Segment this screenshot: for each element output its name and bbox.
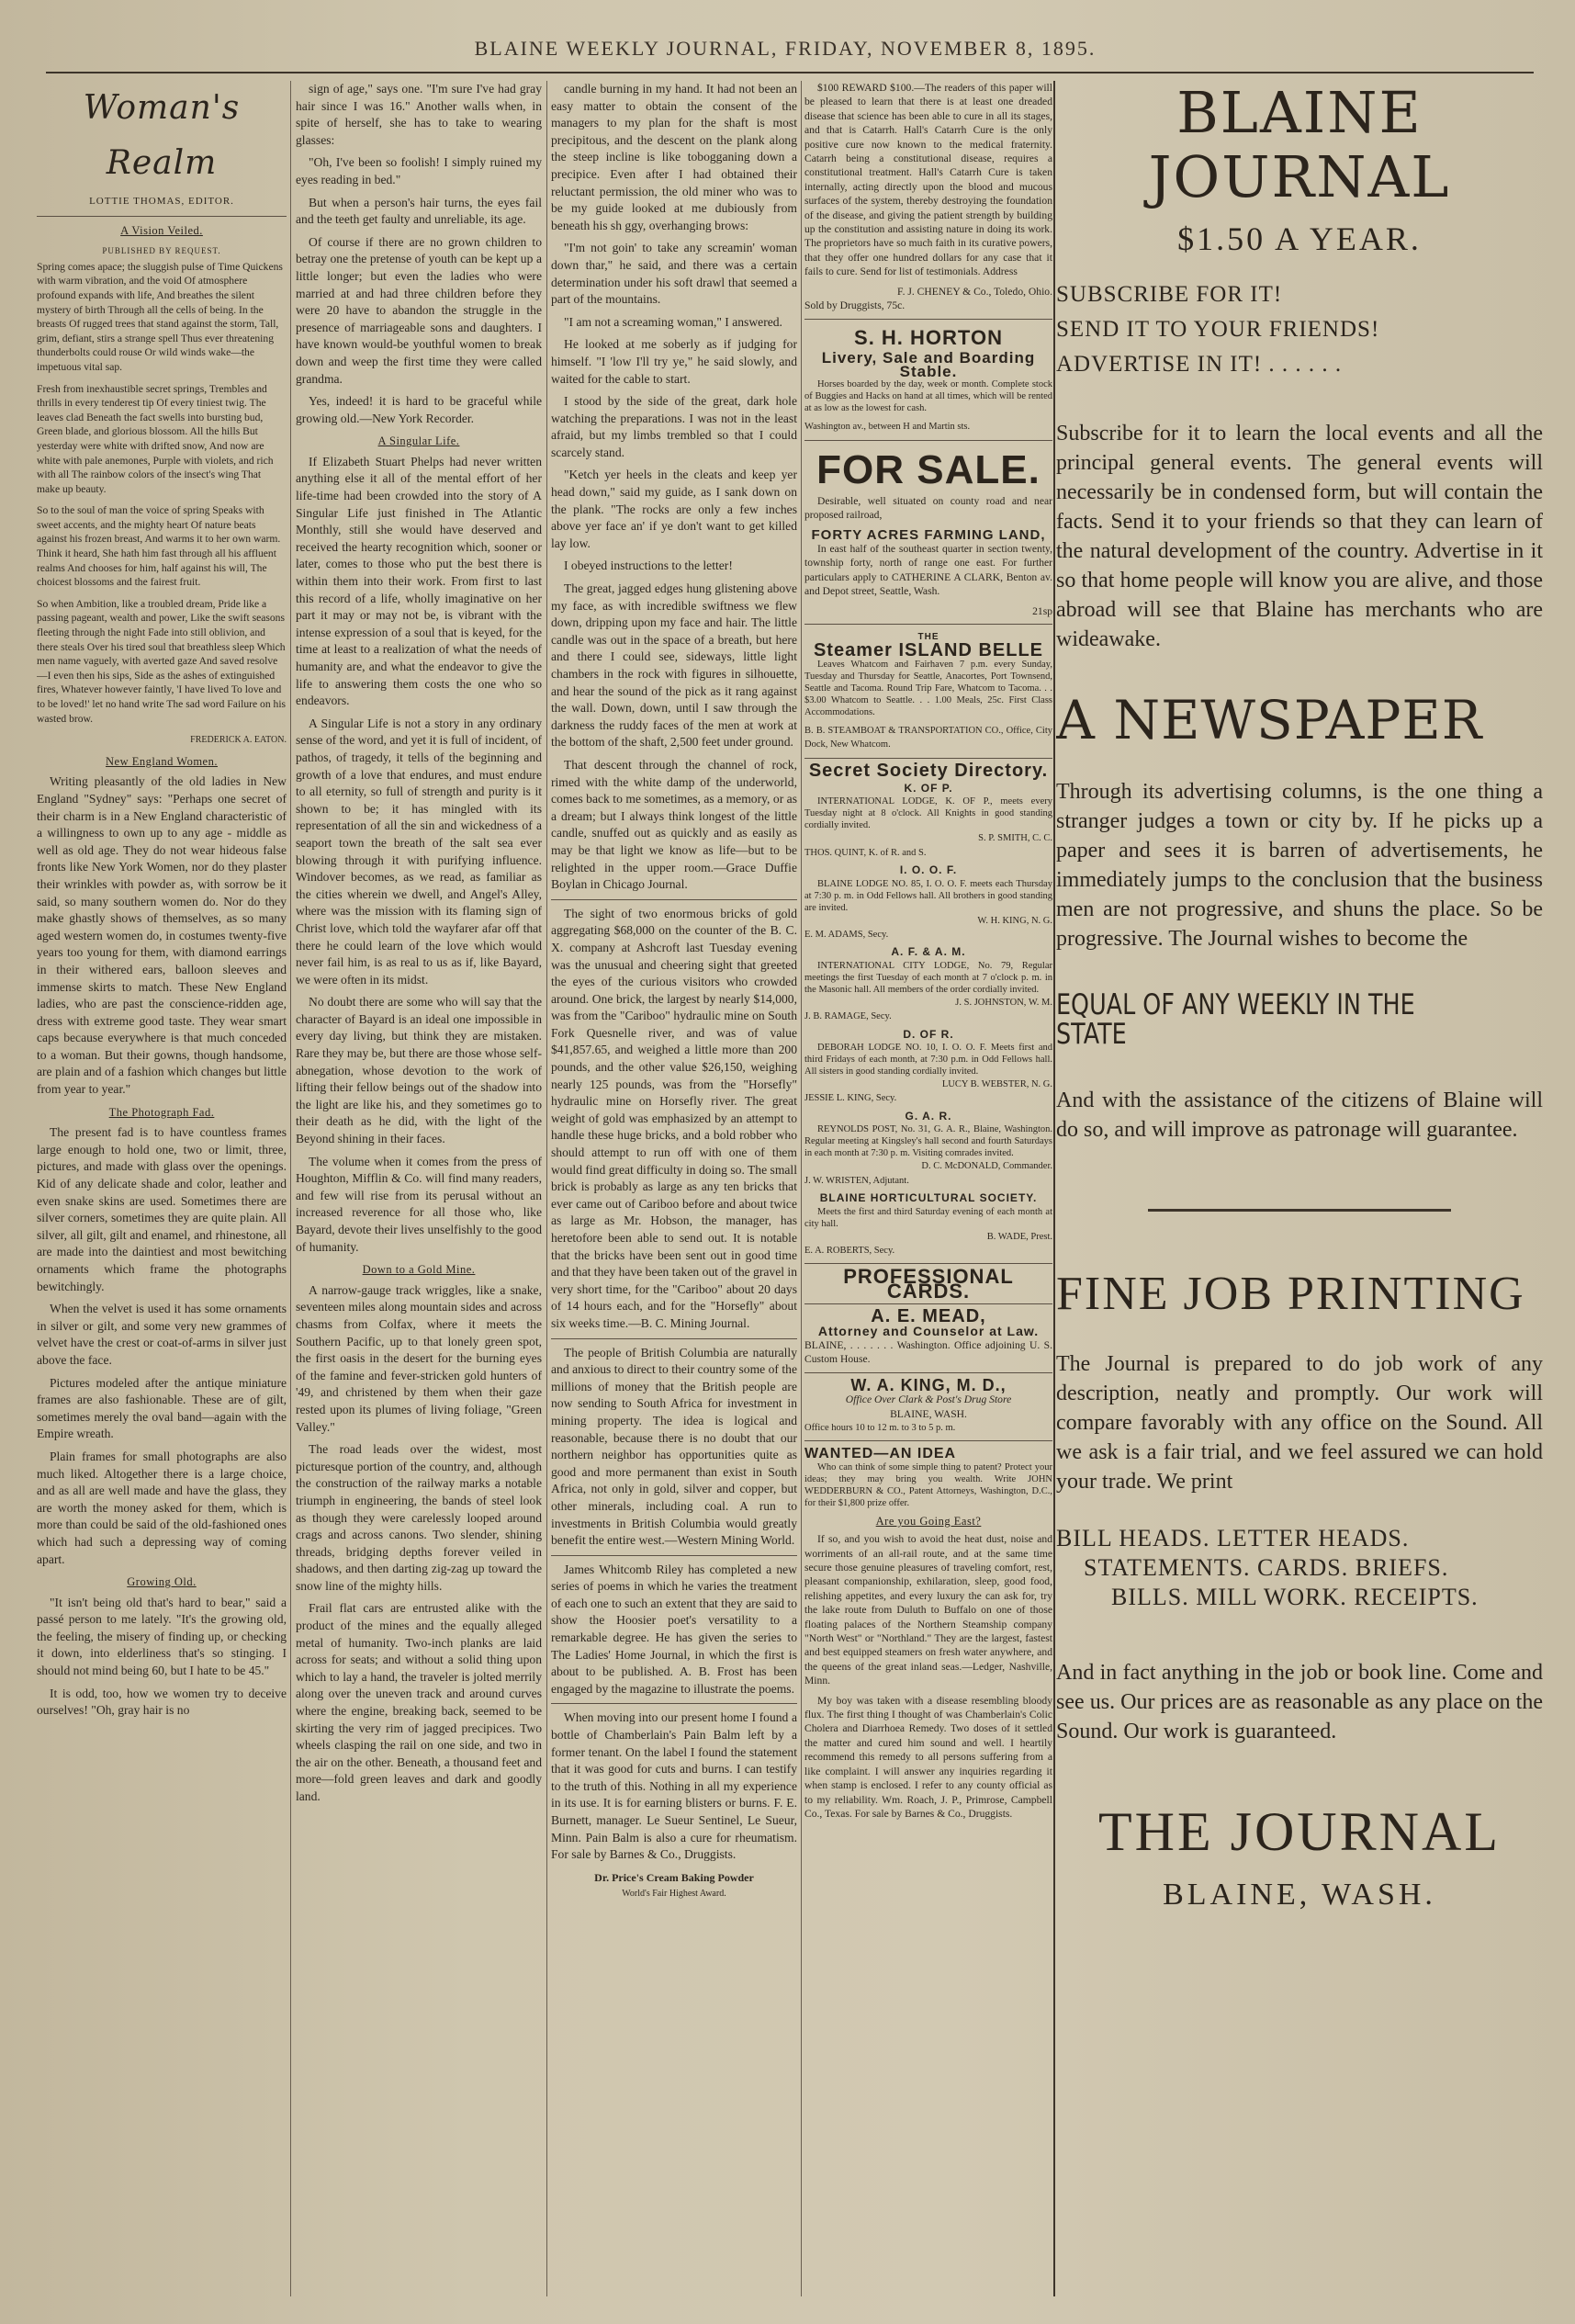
secret-society-head: Secret Society Directory. [808, 760, 1049, 781]
article-paragraph: Frail flat cars are entrusted alike with the product of the mines and the equally alleged metal of humanity. Two-inch planks are laid across for seats; and without a solid thing upon which to lay a hand, the traveler is jolted merrily along over the uneven track and around curves where the engine, breaking back, seemed to be skirting the very rim of jagged precipices. Two wheels clasping the rail on one side, and two in the air on the other. Beneath, a thousand feet and more—fold green leaves and dark and goodly land. [296, 1601, 542, 1803]
king-head: W. A. KING, M. D., [850, 1375, 1007, 1394]
print-list-line: BILL HEADS. LETTER HEADS. [1056, 1525, 1410, 1551]
article-paragraph: He looked at me soberly as if judging for himself. "I 'low I'll try ye," he said slowly, and waited for the cable to start. [551, 337, 797, 386]
article-title: New England Women. [106, 754, 218, 768]
kofp-text: INTERNATIONAL LODGE, K. OF P., meets every Tuesday night at 8 o'clock. All Knights in good standing cordially invited. [804, 796, 1052, 831]
kofp-secy: THOS. QUINT, K. of R. and S. [804, 847, 927, 858]
article-paragraph: No doubt there are some who will say that the character of Bayard is an ideal one impossible in every day living, but think they are mistaken. Rare they may be, but there are those whose self-abnegation, whose devotion to the work of lifting their fellow beings out of the shadow into the light are like his, and they sometimes go to their death as he did, with the light of the Beyond shining in their faces. [296, 995, 542, 1146]
divider [804, 1440, 1052, 1441]
article-paragraph: sign of age," says one. "I'm sure I've had gray hair since I was 16." Another walls when, in spite of herself, she has to take to wearing glasses: [296, 82, 542, 147]
article-paragraph: The road leads over the widest, most picturesque portion of the country, and, although the construction of the railway marks a notable triumph in engineering, the bands of steel look as though they were carelessly looped around crags and across canons. Two slender, shining threads, bridging depths forever veiled in shadows, and then darting zig-zag up toward the snow line of the mighty hills. [296, 1442, 542, 1593]
for-sale-head: FOR SALE. [816, 446, 1041, 492]
column-ads [804, 81, 1052, 2306]
job-printing-heading: FINE JOB PRINTING [1056, 1268, 1525, 1320]
article-title: Growing Old. [127, 1575, 197, 1589]
blaine-journal-title: BLAINE JOURNAL [1148, 81, 1451, 210]
article-title: The Photograph Fad. [108, 1105, 215, 1119]
womans-realm-logo: Woman's Realm [83, 89, 241, 182]
baking-powder-ad: Dr. Price's Cream Baking Powder [594, 1870, 754, 1884]
column-two [296, 81, 542, 2306]
horton-sub: Livery, Sale and Boarding Stable. [821, 348, 1036, 380]
divider [804, 1372, 1052, 1373]
kofp-head: K. OF P. [904, 782, 953, 795]
article-paragraph: Yes, indeed! it is hard to be graceful while growing old.—New York Recorder. [296, 394, 542, 425]
hort-head: BLAINE HORTICULTURAL SOCIETY. [819, 1191, 1038, 1205]
article-paragraph: A Singular Life is not a story in any ordinary sense of the word, and yet it is full of incident, of pathos, of tragedy, it tells of the beginning and growth of a love that endures, and must endure to all eternity, so full of strength and purity is it shown to be; it has mingled with its representation of all the sin and wickedness of a seaport town the breath of the salt sea ever blowing through it with purifying influence. Windover becomes, as we read, as familiar as the cities wherein we dwell, and Angel's Alley, where was the mission with its flaming sign of Christ love, which told the wayfarer afar off that there he could learn of the love which would never fail him, is as real to us as if, like Bayard, we were often in its midst. [296, 716, 542, 987]
gar-secy: J. W. WRISTEN, Adjutant. [804, 1175, 909, 1186]
the-journal-heading: THE JOURNAL [1098, 1801, 1501, 1862]
baking-powder-sub: World's Fair Highest Award. [622, 1889, 726, 1900]
column-rule [801, 81, 802, 2296]
dor-secy: JESSIE L. KING, Secy. [804, 1093, 897, 1104]
horton-text: Horses boarded by the day, week or month. Complete stock of Buggies and Hacks on hand at all times, which will be rented at as low as the lowest for cash. [804, 379, 1052, 414]
professional-cards-head: PROFESSIONAL CARDS. [843, 1265, 1014, 1303]
article-paragraph: That descent through the channel of rock, rimed with the white damp of the underworld, comes back to me sometimes, as a memory, or as a dream; but I always think longest of the little candle, snuffed out as quickly and as easily as may be that light we know as life—but to be relighted in the upper room.—Grace Duffie Boylan in Chicago Journal. [551, 757, 797, 892]
dor-head: D. OF R. [903, 1027, 954, 1041]
poem-stanza: Fresh from inexhaustible secret springs, Trembles and thrills in every tenderest tip Of every tiniest twig. The leaves clad Beneath the fact swells into bursting bud, Green blade, and glorious blossom. All the hills But yesterday were white with drifted snow, And now are white with pale anemones, Purple with violets, and rich with all The rainbow colors of the insect's wing That make up beauty. [37, 382, 274, 495]
divider [804, 1303, 1052, 1304]
article-paragraph: A narrow-gauge track wriggles, like a snake, seventeen miles along mountain sides and across chasms from Colfax, where it meets the Southern Pacific, up to that lonely green spot, the first oasis in the desert for the burning eyes of the famine and fever-stricken gold hunters of '49, and christened by them when their gaze rested upon its plumes of living foliage, "Green Valley." [296, 1282, 542, 1434]
masthead: BLAINE WEEKLY JOURNAL, FRIDAY, NOVEMBER 8, 1895. [474, 37, 1097, 60]
wanted-head: WANTED—AN IDEA [804, 1446, 957, 1462]
reward-signature: F. J. CHENEY & Co., Toledo, Ohio. [897, 285, 1052, 298]
article-paragraph: The present fad is to have countless frames large enough to hold one, two or limit, three, pictures, and made with glass over the openings. Kid of any delicate shade and color, leather and even snake skins are used. Sometimes there are silver corners, sometimes they are quite plain. All silver, all gilt, gilt and enamel, and rhinestone, all are made into the daintiest and most bewitching ornaments which frame the photographs bewitchingly. [37, 1125, 287, 1293]
king-sub: Office Over Clark & Post's Drug Store [845, 1393, 1012, 1406]
column-three [551, 81, 797, 2306]
article-paragraph: The great, jagged edges hung glistening above my face, as with incredible swiftness we flew down, dripping upon my face and hair. The little candle was out in the space of a breath, but here and there I could see, sideways, little light chambers in the rock with figures in silhouette, and hear the sound of the pick as it rang against the wall. Down, down, until I saw through the darkness the ruddy faces of the men at work at the bottom of the shaft, 2,500 feet under ground. [551, 581, 797, 750]
hort-secy: E. A. ROBERTS, Secy. [804, 1245, 895, 1256]
reward-sold: Sold by Druggists, 75c. [804, 299, 906, 312]
article-paragraph: The people of British Columbia are naturally and anxious to direct to their country some of the millions of money that the British people are now sending to South Africa for investment in mining property. The idea is logical and reasonable, because there is no doubt that our northern neighbor has opportunities quite as good and more permanent than exist in South Africa, not only in gold, silver and copper, but other minerals, including coal. A run to investments in British Columbia would greatly benefit the entire west.—Western Mining World. [551, 1345, 797, 1548]
for-sale-code: 21sp [1032, 604, 1052, 617]
prices-paragraph: And in fact anything in the job or book line. Come and see us. Our prices are as reasonable as any place on the Sound. Our work is guaranteed. [1056, 1661, 1543, 1743]
print-list [1056, 1524, 1543, 1612]
article-paragraph: "I am not a screaming woman," I answered. [564, 314, 782, 329]
top-rule [46, 72, 1534, 73]
divider [804, 440, 1052, 441]
poem-body [37, 260, 287, 748]
print-list-line: STATEMENTS. CARDS. BRIEFS. [1084, 1554, 1449, 1581]
article-paragraph: Pictures modeled after the antique miniature frames are also fashionable. These are of gilt, sometimes merely the oval band—again with the Empire wreath. [37, 1375, 287, 1441]
divider [37, 216, 287, 217]
king-text: BLAINE, WASH. [890, 1407, 967, 1420]
gar-head: G. A. R. [905, 1109, 952, 1123]
poem-stanza: So to the soul of man the voice of spring Speaks with sweet accents, and the mighty heart Of nature beats against his frozen breast, And warms it to her own warm. Think it heard, She hath him fast through all his affluent realms And chooses for him, half against his will, The choicest blossoms and the fairest fruit. [37, 504, 281, 589]
article-paragraph: candle burning in my hand. It had not been an easy matter to obtain the consent of the managers to my plan for the shaft is most precipitous, and the descent on the plank along the steep incline is like tobogganing down a precipice. Even after I had obtained their reluctant permission, the old miner who was to be my guide looked at me dubiously from beneath his sh ggy, overhanging brows: [551, 82, 797, 232]
king-hours: Office hours 10 to 12 m. to 3 to 5 p. m. [804, 1422, 956, 1433]
article-paragraph: James Whitcomb Riley has completed a new series of poems in which he varies the treatment of each one to such an extent that they are said to show the Hoosier poet's versatility to a remarkable degree. He has given the series to The Ladies' Home Journal, in which the first is about to be published. A. B. Frost has been engaged by the magazine to illustrate the poems. [551, 1562, 797, 1696]
newspaper-heading: A NEWSPAPER [1056, 689, 1483, 751]
article-paragraph: I stood by the side of the great, dark hole watching the preparations. I was not in the least afraid, but my limbs trembled so that I could scarcely stand. [551, 394, 797, 459]
article-paragraph: My boy was taken with a disease resembling bloody flux. The first thing I thought of was Chamberlain's Colic Cholera and Diarrhoea Remedy. Two doses of it settled the matter and cured him sound and well. I heartily recommend this remedy to all persons suffering from a like complaint. I will answer any inquiries regarding it when stamp is enclosed. I refer to any county official as to my reliability. Wm. Roach, J. P., Primrose, Campbell Co., Texas. For sale by Barnes & Co., Druggists. [804, 1694, 1052, 1820]
poem-byline: PUBLISHED BY REQUEST. [102, 246, 221, 256]
article-paragraph: It is odd, too, how we women try to deceive ourselves! "Oh, gray hair is no [37, 1686, 287, 1718]
article-paragraph: But when a person's hair turns, the eyes fail and the teeth get faulty and unreliable, its age. [296, 195, 542, 227]
iof-secy: E. M. ADAMS, Secy. [804, 930, 889, 941]
dor-text: DEBORAH LODGE NO. 10, I. O. O. F. Meets first and third Fridays of each month, at 7:30 p.m. in Odd Fellows hall. All sisters in good standing cordially invited. [804, 1043, 1052, 1077]
separator-rule [1148, 1209, 1451, 1212]
steamer-head: Steamer ISLAND BELLE [813, 640, 1044, 661]
mead-sub: Attorney and Counselor at Law. [817, 1323, 1040, 1338]
for-sale-text: In east half of the southeast quarter in section twenty, township forty, north of range one east. For further particulars apply to CATHERINE A CLARK, Benton av. and Depot street, Seattle, Wash. [804, 542, 1052, 598]
steamer-text: Leaves Whatcom and Fairhaven 7 p.m. every Sunday, Tuesday and Thursday for Seattle, Anacortes, Port Townsend, Seattle and Tacoma. Round Trip Fare, Whatcom to Tacoma. . . $3.00 Whatcom to Seattle. . . 1.00 Meals, 25c. First Class Accommodations. [804, 659, 1052, 717]
subscription-price: $1.50 A YEAR. [1177, 220, 1422, 257]
horton-head: S. H. HORTON [854, 325, 1003, 349]
hort-sig: B. WADE, Prest. [986, 1231, 1052, 1242]
divider [804, 1263, 1052, 1264]
afam-head: A. F. & A. M. [891, 945, 966, 959]
horton-address: Washington av., between H and Martin sts. [804, 422, 971, 433]
column-rule [546, 81, 547, 2296]
advertising-paragraph: Through its advertising columns, is the one thing a stranger judges a town or city by. If he picks up a paper and sees it is barren of advertisements, he immediately jumps to the conclusion that the business men are not progressive, and shuns the place. So be progressive. The Journal wishes to become the [1056, 780, 1543, 951]
article-paragraph: "I'm not goin' to take any screamin' woman down thar," he said, and there was a certain determination under his soft drawl that seemed a part of the mountains. [551, 241, 797, 307]
hort-text: Meets the first and third Saturday evening of each month at city hall. [804, 1206, 1052, 1229]
for-sale-sub: FORTY ACRES FARMING LAND, [811, 526, 1046, 543]
divider [551, 1338, 797, 1339]
job-paragraph: The Journal is prepared to do job work of any description, neatly and promptly. Our work will compare favorably with any office on the Sound. All we ask is a fair trial, and we feel assured we can hold your trade. We print [1056, 1352, 1543, 1494]
steamer-the: THE [917, 631, 939, 642]
article-paragraph: I obeyed instructions to the letter! [564, 558, 733, 573]
afam-sig: J. S. JOHNSTON, W. M. [955, 997, 1052, 1008]
wanted-text: Who can think of some simple thing to patent? Protect your ideas; they may bring you wealth. Write JOHN WEDDERBURN & CO., Patent Attorneys, Washington, D.C., for their $1,800 prize offer. [804, 1461, 1052, 1508]
kofp-sig: S. P. SMITH, C. C. [978, 833, 1052, 844]
citizens-paragraph: And with the assistance of the citizens of Blaine will do so, and will improve as patronage will guarantee. [1056, 1089, 1543, 1142]
subscribe-line: SUBSCRIBE FOR IT! [1056, 282, 1283, 307]
send-line: SEND IT TO YOUR FRIENDS! [1056, 317, 1380, 342]
article-paragraph: If so, and you wish to avoid the heat dust, noise and worriments of an all-rail route, and at the same time secure those genuine pleasures of traveling comfort, rest, pleasant companionship, exhilaration, sleep, good food, relishing appetites, and every luxury the can ask for, try the lake route from Duluth to Buffalo on one of those floating palaces of the Northern Steamship company "North West" or "Northland." They are the largest, fastest and best equipped steamers on fresh water anywhere, and the queens of the great inland seas.—Ledger, Nashville, Minn. [804, 1533, 1052, 1687]
article-paragraph: Of course if there are no grown children to betray one the pretense of youth can be kept up a little longer; but even the ladies who were married at and had three children before they were 20 have to abandon the struggle in the presence of marriageable sons and daughters. I have known would-be youthful women to break down and weep the first time they were called grandma. [296, 234, 542, 386]
divider [804, 758, 1052, 759]
article-paragraph: "It isn't being old that's hard to bear," said a passé person to me lately. "It's the growing old, the feeling, the misery of finding up, or checking it down, into elderliness that's so stinging. I should not mind being 60, but I hate to be 45." [37, 1595, 287, 1678]
article-paragraph: "Oh, I've been so foolish! I simply ruined my eyes reading in bed." [296, 155, 542, 186]
column-womans-realm [37, 81, 287, 2306]
divider [551, 1703, 797, 1704]
steamer-company: B. B. STEAMBOAT & TRANSPORTATION CO., Office, City Dock, New Whatcom. [804, 725, 1052, 750]
blaine-wash: BLAINE, WASH. [1163, 1878, 1436, 1912]
poem-stanza: So when Ambition, like a troubled dream, Pride like a passing pageant, wealth and power, Like the swift seasons fleeting through the night Fade into still oblivion, and there steals Over his tired soul that breathless sleep Which men name vaguely, with averted gaze And saved resolve—I even then his sips, Side as the ashes of extinguished fires, Whatever however faintly, 'I have lived To love and to be loved!' let no hand write The sad word Failure on his wasted brow. [37, 597, 287, 725]
divider [804, 624, 1052, 625]
article-paragraph: Plain frames for small photographs are also much liked. Altogether there is a large choice, and as all are well made and have the glass, they are worth the money asked for them, which is more than could be said of the old-fashioned ones which had such a depressing way of coming apart. [37, 1449, 287, 1566]
advertise-line: ADVERTISE IN IT! . . . . . . [1056, 352, 1343, 377]
article-paragraph: Writing pleasantly of the old ladies in New England "Sydney" says: "Perhaps one secret of their charm is in a New England characteristic of a willingness to own up to any age - middle as well as old age. They do not wear hideous false fronts like New York Women, nor do they plaster their wrinkles with powder as, with sorrow be it said, so many southern women do. Nor do they make ghastly shows of themselves, as so many aged western women do, in costumes twenty-five years too young for them, with diamond earrings in their withered ears, balloon sleeves and immense skirts to match. These New England ladies, who are past the conscience-ridden age, dress with extreme good taste. They wear smart caps because everywhere is that much conceded to a woman. But their gowns, though handsome, are plain and of a fashion which changes but little from year to year." [37, 774, 287, 1097]
column-blaine-journal-promo [1056, 81, 1543, 2306]
article-paragraph: "Ketch yer heels in the cleats and keep yer head down," said my guide, as I sank down on the plank. "The rocks are only a few inches above yer face an' if ye don't want to get killed lay low. [551, 468, 797, 550]
afam-text: INTERNATIONAL CITY LODGE, No. 79, Regular meetings the first Tuesday of each month at 7 o'clock p. m. in the Masonic hall. All members of the order cordially invited. [804, 960, 1052, 995]
gar-sig: D. C. McDONALD, Commander. [921, 1161, 1052, 1172]
article-title: Are you Going East? [875, 1514, 982, 1528]
article-paragraph: The volume when it comes from the press of Houghton, Mifflin & Co. will find many readers, and few will rise from its perusal without an increased reverence for all those who, like Bayard, devote their lives unselfishly to the good of humanity. [296, 1154, 542, 1254]
column-rule [1053, 81, 1055, 2296]
equal-heading: EQUAL OF ANY WEEKLY IN THE STATE [1056, 988, 1415, 1051]
reward-ad: $100 REWARD $100.—The readers of this paper will be pleased to learn that there is at least one dreaded disease that science has been able to cure in all its stages, and that is Catarrh. Hall's Catarrh Cure is the only positive cure now known to the medical fraternity. Catarrh being a constitutional disease, requires a constitutional treatment. Hall's Catarrh Cure is taken internally, acting directly upon the blood and mucous surfaces of the system, thereby destroying the foundation of the disease, and giving the patient strength by building up the constitution and assisting nature in doing its work. The proprietors have so much faith in its curative powers, that they offer one hundred dollars for any case that it fails to cure. Send for list of testimonials. Address [804, 82, 1052, 278]
article-title: A Singular Life. [377, 434, 460, 448]
iof-head: I. O. O. F. [899, 863, 958, 877]
mead-head: A. E. MEAD, [871, 1306, 986, 1327]
divider [804, 319, 1052, 320]
column-rule [290, 81, 291, 2296]
editor-line: LOTTIE THOMAS, EDITOR. [89, 196, 234, 207]
iof-sig: W. H. KING, N. G. [977, 915, 1052, 926]
article-paragraph: When the velvet is used it has some ornaments in silver or gilt, and some very new grammes of velvet have the crest or coat-of-arms in silver just above the face. [37, 1302, 287, 1367]
gar-text: REYNOLDS POST, No. 31, G. A. R., Blaine, Washington. Regular meeting at Kingsley's hall second and fourth Saturdays in each month at 7:30 p. m. Visiting comrades invited. [804, 1124, 1052, 1159]
article-paragraph: The sight of two enormous bricks of gold aggregating $68,000 on the counter of the B. C. X. company at Ashcroft last Tuesday evening was the unusual and cheering sight that greeted the eyes of the curious visitors who crowded around. One brick, the largest by nearly $14,000, was from the "Cariboo" hydraulic mine on South Fork Quesnelle river, and was of value $41,857.65, and weighed a little more than 200 pounds, and the other value $26,150, weighing nearly 125 pounds, was from the "Horsefly" hydraulic mine on Horsefly river. The great weight of gold was emphasized by an attempt to handle these huge bricks, and a bold robber who should attempt to run off with one of them would find great difficulty in doing so. The small brick is probably as large as any ten bricks that ever came out of Cariboo before and about twice as large as Mr. Hobson, the manager, has heretofore been able to send out. It is notable that the bricks have been sent out in good time and that they have been taken out of the gravel in very short time, for the "Cariboo" about 20 days of 14 hours each, and for the "Horsefly" about six weeks time.—B. C. Mining Journal. [551, 906, 797, 1330]
poem-stanza: Spring comes apace; the sluggish pulse of Time Quickens with warm vibration, and the void Of atmosphere profound expands with life, And breathes the silent mystery of birth Through all the cells of being. In the breasts Of rugged trees that stand against the storm, Tall, grim, defiant, stirs a strange spell Thus ever threatening thunderbolts could rouse Or wild winds wake—the impetuous vital sap. [37, 260, 283, 373]
subscribe-paragraph: Subscribe for it to learn the local events and all the principal general events. The general events will necessarily be in condensed form, but will contain the facts. Send it to your friends so that they can learn of the natural development of the country. Advertise in it so that home people will know you are alive, and those abroad will see that Blaine has merchants who are wideawake. [1056, 422, 1543, 651]
print-list-line: BILLS. MILL WORK. RECEIPTS. [1111, 1584, 1479, 1610]
article-paragraph: If Elizabeth Stuart Phelps had never written anything else it all of the mental effort of her life-time had been crowded into the story of A Singular Life just finished in The Atlantic Monthly, still she would have deserved and received the hearty recognition which, sooner or later, comes to those who put the best there is within them into their work. From first to last this record of a life, wholly imaginative on her part it may or may not be, is vibrant with the intense expression of a soul that is keyed, for the time at least to a realization of what the needs of humanity are, and what the endeavor to give the life to answering them costs the one who so endeavors. [296, 454, 542, 708]
iof-text: BLAINE LODGE NO. 85, I. O. O. F. meets each Thursday at 7:30 p. m. in Odd Fellows hall. All brothers in good standing are invited. [804, 878, 1052, 913]
dor-sig: LUCY B. WEBSTER, N. G. [941, 1079, 1052, 1090]
afam-secy: J. B. RAMAGE, Secy. [804, 1011, 892, 1022]
divider [551, 1555, 797, 1556]
article-paragraph: When moving into our present home I found a bottle of Chamberlain's Pain Balm left by a former tenant. On the label I found the statement that it was good for cuts and burns. I can testify to the truth of this. Nothing in all my experience in its use. It is for earning blisters or burns. F. E. Burnett, manager. Le Sueur Sentinel, Le Sueur, Minn. Pain Balm is also a cure for rheumatism. For sale by Barnes & Co., Druggists. [551, 1710, 797, 1862]
for-sale-text: Desirable, well situated on county road and near proposed railroad, [804, 494, 1052, 522]
poem-author: FREDERICK A. EATON. [190, 735, 287, 746]
mead-text: BLAINE, . . . . . . . Washington. Office adjoining U. S. Custom House. [804, 1338, 1052, 1366]
article-title: Down to a Gold Mine. [362, 1263, 476, 1277]
divider [551, 899, 797, 900]
poem-title: A Vision Veiled. [120, 223, 203, 237]
